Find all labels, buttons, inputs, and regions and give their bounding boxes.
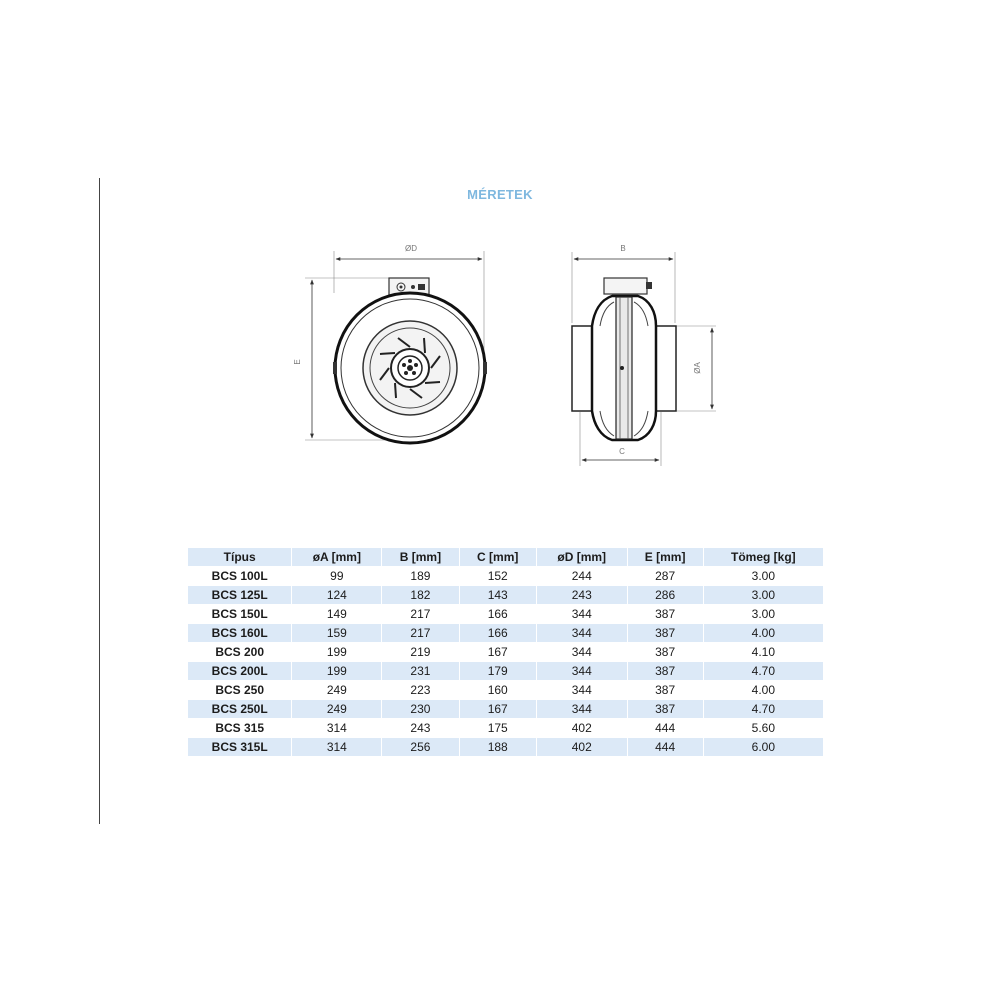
table-cell: 188 <box>460 738 536 756</box>
table-cell: 344 <box>571 683 592 697</box>
table-cell: 230 <box>382 700 458 718</box>
table-row <box>188 605 823 623</box>
table-cell: 344 <box>537 624 627 642</box>
table-cell: 179 <box>460 662 536 680</box>
table-cell: BCS 315 <box>215 721 265 735</box>
table-cell: 3.00 <box>751 569 775 583</box>
column-header: øD [mm] <box>537 548 627 566</box>
table-cell: 249 <box>292 700 381 718</box>
table-header-row <box>188 548 823 566</box>
label-side-depth: C <box>619 447 625 456</box>
table-cell: 4.70 <box>704 700 823 718</box>
table-cell: 387 <box>628 624 703 642</box>
column-header: B [mm] <box>382 548 458 566</box>
table-cell: 182 <box>382 586 458 604</box>
table-cell: 99 <box>330 569 344 583</box>
table-cell: 387 <box>655 607 676 621</box>
table-cell: 244 <box>571 569 592 583</box>
side-view <box>572 244 716 466</box>
dimension-table <box>187 547 824 757</box>
table-cell: 5.60 <box>751 721 775 735</box>
table-cell: 149 <box>326 607 347 621</box>
table-cell: 387 <box>628 662 703 680</box>
table-cell: BCS 315L <box>188 738 291 756</box>
table-cell: BCS 160L <box>188 624 291 642</box>
table-cell: 143 <box>460 586 536 604</box>
outlet-spigot <box>656 326 676 411</box>
table-cell: 387 <box>655 683 676 697</box>
table-cell: 256 <box>382 738 458 756</box>
table-cell: 199 <box>292 662 381 680</box>
column-header: øA [mm] <box>292 548 381 566</box>
table-cell: 4.00 <box>704 624 823 642</box>
table-cell: BCS 250L <box>188 700 291 718</box>
table-cell: 124 <box>292 586 381 604</box>
label-front-diameter: ØD <box>405 244 417 253</box>
table-row <box>188 681 823 699</box>
table-cell: 199 <box>326 645 347 659</box>
table-row <box>188 719 823 737</box>
table-cell: 167 <box>460 700 536 718</box>
inlet-spigot <box>572 326 592 411</box>
column-header: Típus <box>188 548 291 566</box>
table-cell: 217 <box>410 607 431 621</box>
table-row <box>188 662 823 680</box>
table-cell: BCS 150L <box>211 607 268 621</box>
table-cell: 243 <box>537 586 627 604</box>
table-cell: 314 <box>292 738 381 756</box>
table-cell: 4.00 <box>751 683 775 697</box>
front-view <box>293 244 487 443</box>
table-cell: 444 <box>655 721 676 735</box>
table-cell: BCS 100L <box>211 569 268 583</box>
table-row <box>188 586 823 604</box>
table-cell: 249 <box>326 683 347 697</box>
table-cell: 4.10 <box>751 645 775 659</box>
table-cell: 314 <box>326 721 347 735</box>
table-cell: BCS 200 <box>215 645 265 659</box>
table-cell: 166 <box>460 624 536 642</box>
column-header: Tömeg [kg] <box>704 548 823 566</box>
table-cell: 152 <box>487 569 508 583</box>
table-cell: 160 <box>487 683 508 697</box>
table-cell: 4.70 <box>704 662 823 680</box>
table-cell: 3.00 <box>704 586 823 604</box>
table-cell: 6.00 <box>704 738 823 756</box>
table-row <box>188 738 823 756</box>
table-cell: 286 <box>628 586 703 604</box>
table-cell: 189 <box>410 569 431 583</box>
table-cell: 344 <box>571 607 592 621</box>
label-front-height: E <box>293 359 302 365</box>
table-cell: 217 <box>382 624 458 642</box>
table-cell: 231 <box>382 662 458 680</box>
table-cell: 344 <box>537 662 627 680</box>
table-cell: BCS 125L <box>188 586 291 604</box>
table-row <box>188 624 823 642</box>
table-cell: 166 <box>487 607 508 621</box>
table-cell: 344 <box>571 645 592 659</box>
table-cell: 175 <box>487 721 508 735</box>
table-cell: 243 <box>410 721 431 735</box>
table-cell: 387 <box>628 700 703 718</box>
table-cell: 167 <box>487 645 508 659</box>
terminal-box-side <box>604 278 647 294</box>
table-cell: 3.00 <box>751 607 775 621</box>
page-title: MÉRETEK <box>467 187 533 202</box>
table-cell: 159 <box>292 624 381 642</box>
table-cell: 223 <box>410 683 431 697</box>
table-cell: 387 <box>655 645 676 659</box>
table-cell: 444 <box>628 738 703 756</box>
table-row <box>188 643 823 661</box>
table-cell: BCS 200L <box>188 662 291 680</box>
table-row <box>188 700 823 718</box>
table-cell: 402 <box>571 721 592 735</box>
label-side-width: B <box>620 244 626 253</box>
column-header: E [mm] <box>628 548 703 566</box>
label-side-diameter: ØA <box>693 362 702 374</box>
table-cell: 219 <box>410 645 431 659</box>
table-cell: 287 <box>655 569 676 583</box>
column-header: C [mm] <box>460 548 536 566</box>
table-cell: 344 <box>537 700 627 718</box>
table-cell: 402 <box>537 738 627 756</box>
table-cell: BCS 250 <box>215 683 265 697</box>
table-row <box>188 567 823 585</box>
